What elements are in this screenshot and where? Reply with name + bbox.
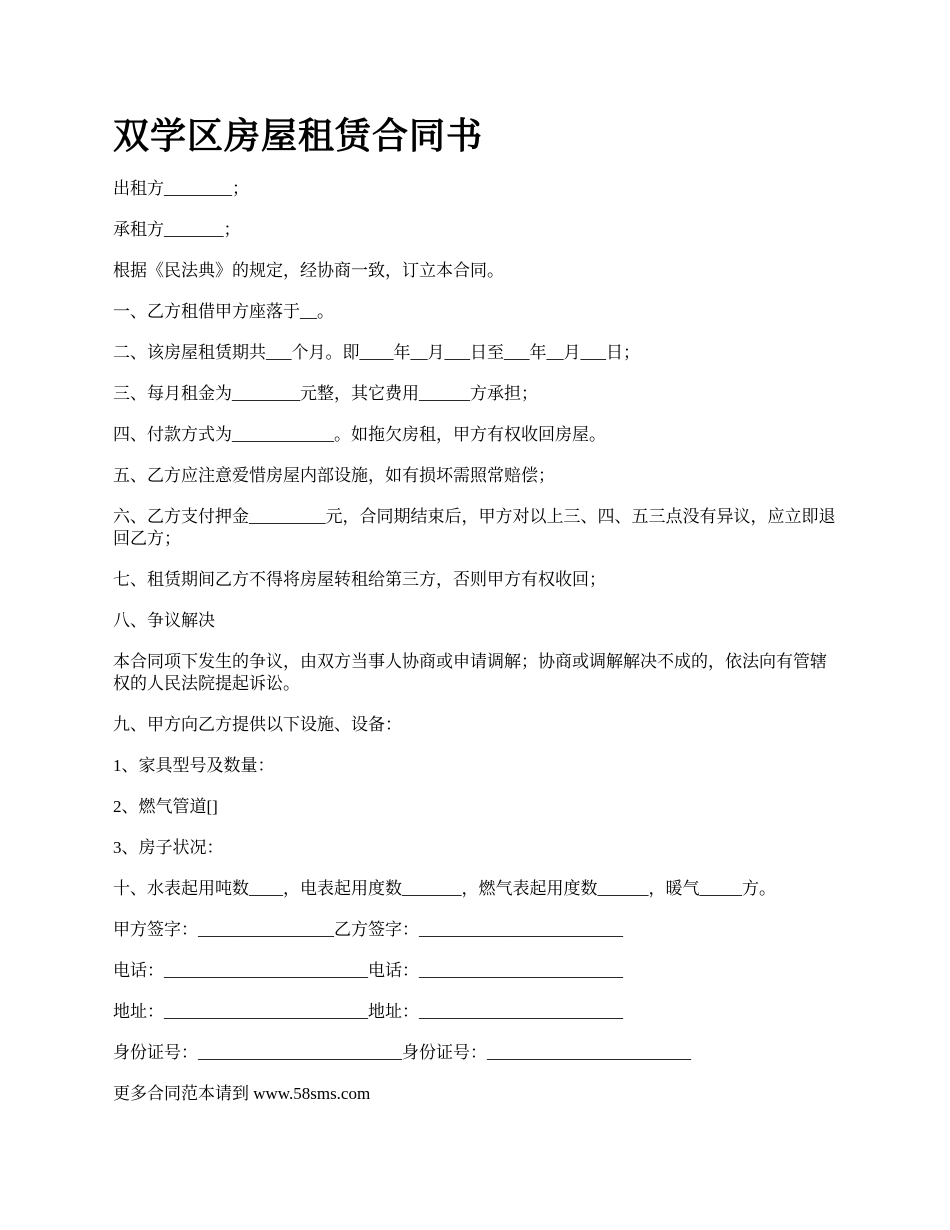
- lessor-line: 出租方________；: [113, 179, 249, 198]
- document-title: 双学区房屋租赁合同书: [113, 116, 484, 156]
- clause-2: 二、该房屋租赁期共___个月。即____年__月___日至___年__月___日；: [113, 343, 640, 362]
- footer-more-templates: 更多合同范本请到 www.58sms.com: [113, 1084, 371, 1103]
- address-line: 地址：________________________地址：________________________: [113, 1002, 623, 1021]
- clause-9-heading: 九、甲方向乙方提供以下设施、设备：: [113, 715, 402, 734]
- clause-6: 六、乙方支付押金_________元，合同期结束后，甲方对以上三、四、五三点没有异议，应立即退回乙方；: [113, 507, 836, 548]
- clause-9-item-3: 3、房子状况：: [113, 838, 224, 857]
- clause-8-heading: 八、争议解决: [113, 611, 215, 630]
- clause-4: 四、付款方式为____________。如拖欠房租，甲方有权收回房屋。: [113, 425, 606, 444]
- clause-10: 十、水表起用吨数____，电表起用度数_______，燃气表起用度数______，暖气_____方。: [113, 879, 776, 898]
- clause-1: 一、乙方租借甲方座落于__。: [113, 302, 334, 321]
- signature-line: 甲方签字：________________乙方签字：________________________: [113, 920, 623, 939]
- clause-8-body: 本合同项下发生的争议，由双方当事人协商或申请调解；协商或调解解决不成的，依法向有管辖权的人民法院提起诉讼。: [113, 652, 827, 693]
- clause-3: 三、每月租金为________元整，其它费用______方承担；: [113, 384, 538, 403]
- id-number-line: 身份证号：________________________身份证号：________________________: [113, 1043, 691, 1062]
- phone-line: 电话：________________________电话：________________________: [113, 961, 623, 980]
- clause-7: 七、租赁期间乙方不得将房屋转租给第三方，否则甲方有权收回；: [113, 570, 606, 589]
- clause-9-item-2: 2、燃气管道[]: [113, 797, 218, 816]
- lessee-line: 承租方_______；: [113, 220, 241, 239]
- clause-5: 五、乙方应注意爱惜房屋内部设施，如有损坏需照常赔偿；: [113, 466, 555, 485]
- preamble: 根据《民法典》的规定，经协商一致，订立本合同。: [113, 261, 504, 280]
- document-page: [113, 112, 843, 1124]
- clause-9-item-1: 1、家具型号及数量：: [113, 756, 275, 775]
